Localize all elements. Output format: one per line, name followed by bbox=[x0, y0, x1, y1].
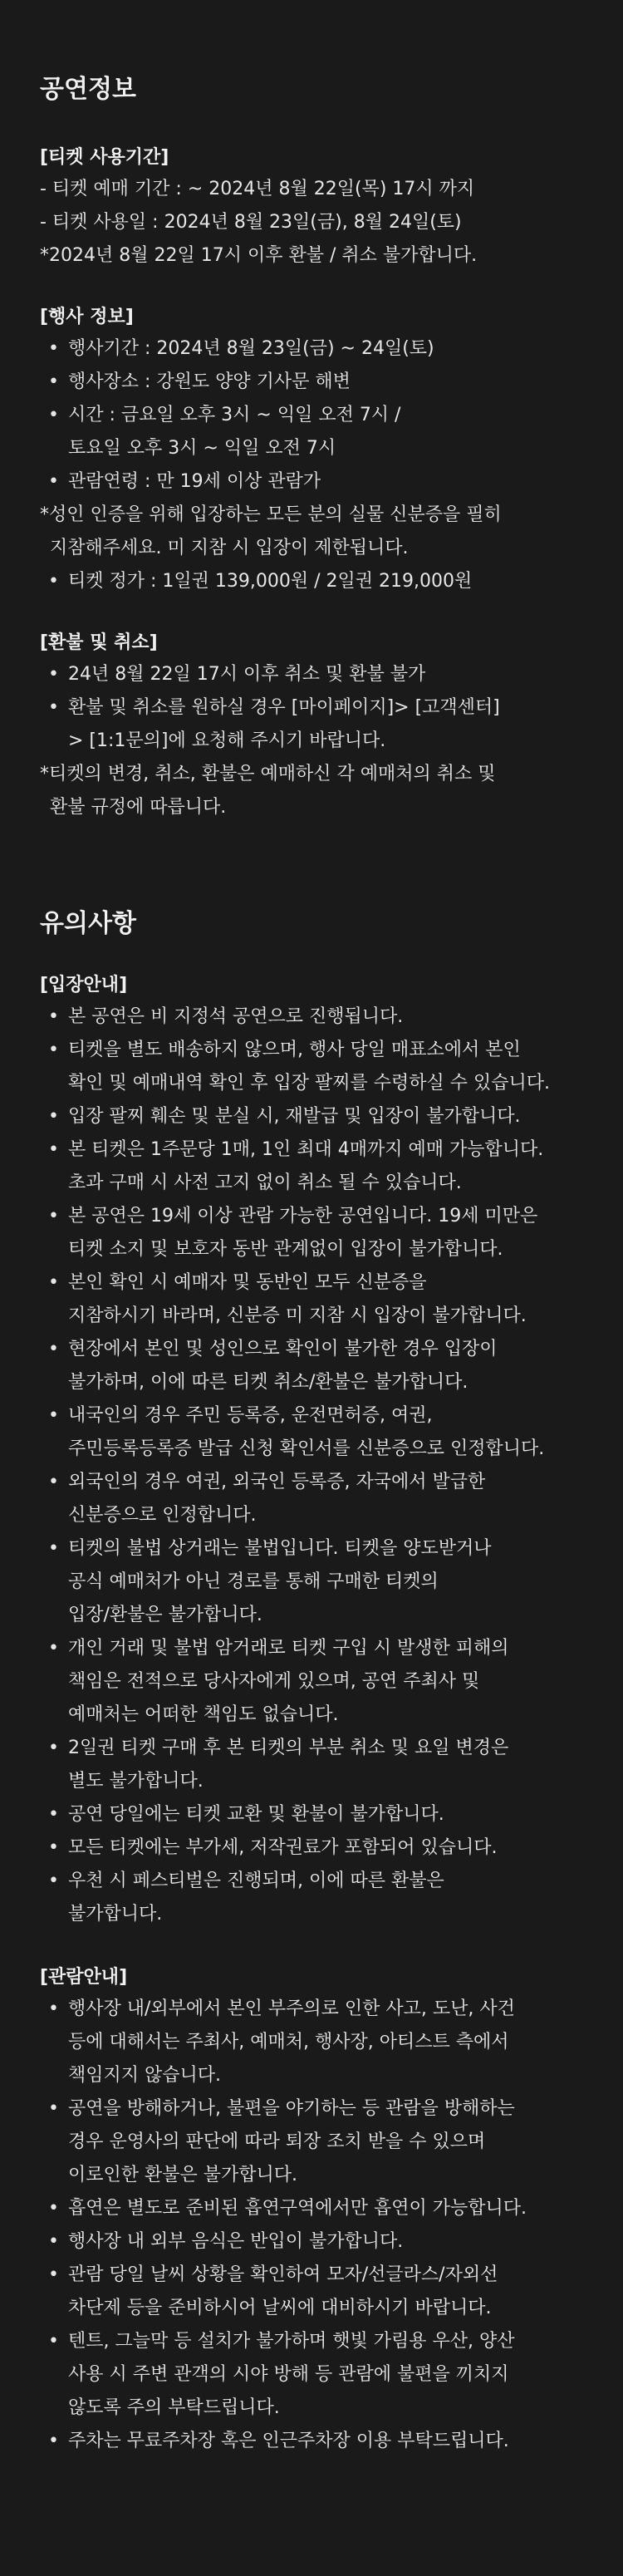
list-item-line: • 24년 8월 22일 17시 이후 취소 및 환불 불가 bbox=[68, 664, 426, 685]
heading-event-info: [행사 정보] bbox=[40, 307, 134, 327]
list-item-line: 지참하시기 바라며, 신분증 미 지참 시 입장이 불가합니다. bbox=[68, 1305, 527, 1326]
list-item-line: • 환불 및 취소를 원하실 경우 [마이페이지]> [고객센터] bbox=[68, 697, 500, 718]
section-title-notices: 유의사항 bbox=[40, 909, 136, 938]
list-item-line: 주민등록등록증 발급 신청 확인서를 신분증으로 인정합니다. bbox=[68, 1438, 545, 1459]
list-item bbox=[40, 658, 583, 691]
heading-entry-guide: [입장안내] bbox=[40, 975, 128, 995]
heading-viewing-guide: [관람안내] bbox=[40, 1967, 128, 1988]
list-item bbox=[40, 2259, 583, 2325]
list-item-line: • 관람 당일 날씨 상황을 확인하여 모자/선글라스/자외선 bbox=[68, 2264, 498, 2285]
list-item-line: 불가합니다. bbox=[68, 1904, 163, 1925]
list-item-line: • 외국인의 경우 여권, 외국인 등록증, 자국에서 발급한 bbox=[68, 1472, 486, 1492]
list-item bbox=[40, 399, 583, 465]
list-item bbox=[40, 1798, 583, 1831]
list-item bbox=[40, 1000, 583, 1034]
list-item bbox=[40, 1266, 583, 1333]
event-info-list bbox=[40, 332, 583, 499]
list-item-line: • 현장에서 본인 및 성인으로 확인이 불가한 경우 입장이 bbox=[68, 1339, 498, 1359]
list-item-line: • 개인 거래 및 불법 암거래로 티켓 구입 시 발생한 피해의 bbox=[68, 1638, 509, 1659]
heading-refund: [환불 및 취소] bbox=[40, 632, 158, 653]
list-item bbox=[40, 1865, 583, 1931]
list-item bbox=[40, 1034, 583, 1100]
list-item bbox=[40, 2092, 583, 2192]
list-item-line: • 흡연은 별도로 준비된 흡연구역에서만 흡연이 가능합니다. bbox=[68, 2198, 527, 2219]
entry-guide-list bbox=[40, 1000, 583, 1931]
ticket-period-note: *2024년 8월 22일 17시 이후 환불 / 취소 불가합니다. bbox=[40, 245, 478, 266]
list-item bbox=[40, 465, 583, 499]
ticket-booking-period: - 티켓 예매 기간 : ~ 2024년 8월 22일(목) 17시 까지 bbox=[40, 179, 475, 199]
list-item-line: • 행사장 내/외부에서 본인 부주의로 인한 사고, 도난, 사건 bbox=[68, 1998, 515, 2019]
list-item-line: • 행사장 내 외부 음식은 반입이 불가합니다. bbox=[68, 2231, 404, 2252]
list-item-line: 입장/환불은 불가합니다. bbox=[68, 1605, 262, 1625]
list-item-line: • 입장 팔찌 훼손 및 분실 시, 재발급 및 입장이 불가합니다. bbox=[68, 1106, 521, 1127]
list-item-line: 경우 운영사의 판단에 따라 퇴장 조치 받을 수 있으며 bbox=[68, 2131, 486, 2152]
list-item bbox=[40, 1333, 583, 1399]
list-item-line: • 우천 시 페스티벌은 진행되며, 이에 따른 환불은 bbox=[68, 1871, 444, 1891]
list-item-line: • 시간 : 금요일 오후 3시 ~ 익일 오전 7시 / bbox=[68, 405, 401, 425]
list-item-line: • 공연을 방해하거나, 불편을 야기하는 등 관람을 방해하는 bbox=[68, 2098, 515, 2119]
list-item bbox=[40, 1200, 583, 1266]
list-item-line: • 2일권 티켓 구매 후 본 티켓의 부분 취소 및 요일 변경은 bbox=[68, 1738, 509, 1758]
viewing-guide-list bbox=[40, 1993, 583, 2458]
list-item-line: 초과 구매 시 사전 고지 없이 취소 될 수 있습니다. bbox=[68, 1172, 462, 1193]
event-id-note-line: *성인 인증을 위해 입장하는 모든 분의 실물 신분증을 필히 bbox=[40, 504, 502, 525]
list-item-line: 책임지지 않습니다. bbox=[68, 2065, 222, 2086]
list-item-line: > [1:1문의]에 요청해 주시기 바랍니다. bbox=[68, 730, 386, 751]
list-item-line: • 티켓의 불법 상거래는 불법입니다. 티켓을 양도받거나 bbox=[68, 1538, 492, 1559]
list-item-line: 등에 대해서는 주최사, 예매처, 행사장, 아티스트 측에서 bbox=[68, 2032, 509, 2052]
list-item bbox=[40, 2192, 583, 2225]
list-item bbox=[40, 1831, 583, 1865]
event-id-note-line: 지참해주세요. 미 지참 시 입장이 제한됩니다. bbox=[50, 538, 409, 558]
list-item-line: 티켓 소지 및 보호자 동반 관계없이 입장이 불가합니다. bbox=[68, 1239, 503, 1260]
list-item bbox=[40, 1466, 583, 1532]
list-item-line: • 행사기간 : 2024년 8월 23일(금) ~ 24일(토) bbox=[68, 338, 434, 359]
refund-list bbox=[40, 658, 583, 758]
list-item bbox=[40, 1993, 583, 2092]
list-item bbox=[40, 1100, 583, 1133]
list-item-line: • 본인 확인 시 예매자 및 동반인 모두 신분증을 bbox=[68, 1272, 427, 1293]
list-item bbox=[40, 1399, 583, 1466]
list-item bbox=[40, 1133, 583, 1200]
list-item bbox=[40, 2325, 583, 2425]
list-item bbox=[40, 332, 583, 366]
list-item-line: 않도록 주의 부탁드립니다. bbox=[68, 2397, 280, 2418]
list-item-line: 사용 시 주변 관객의 시야 방해 등 관람에 불편을 끼치지 bbox=[68, 2364, 509, 2385]
list-item bbox=[40, 565, 583, 598]
list-item bbox=[40, 366, 583, 399]
list-item-line: 불가하며, 이에 따른 티켓 취소/환불은 불가합니다. bbox=[68, 1372, 468, 1393]
section-title-performance-info: 공연정보 bbox=[40, 75, 136, 104]
refund-note-line: 환불 규정에 따릅니다. bbox=[50, 797, 227, 818]
list-item bbox=[40, 2425, 583, 2458]
list-item-line: • 주차는 무료주차장 혹은 인근주차장 이용 부탁드립니다. bbox=[68, 2431, 509, 2451]
heading-ticket-period: [티켓 사용기간] bbox=[40, 147, 169, 168]
list-item-line: • 본 공연은 비 지정석 공연으로 진행됩니다. bbox=[68, 1006, 404, 1027]
list-item-line: • 내국인의 경우 주민 등록증, 운전면허증, 여권, bbox=[68, 1405, 433, 1426]
list-item-line: 별도 불가합니다. bbox=[68, 1771, 204, 1792]
list-item-line: 책임은 전적으로 당사자에게 있으며, 공연 주최사 및 bbox=[68, 1671, 480, 1692]
list-item-line: 예매처는 어떠한 책임도 없습니다. bbox=[68, 1704, 339, 1725]
refund-note-line: *티켓의 변경, 취소, 환불은 예매하신 각 예매처의 취소 및 bbox=[40, 764, 496, 784]
ticket-usage-dates: - 티켓 사용일 : 2024년 8월 23일(금), 8월 24일(토) bbox=[40, 212, 462, 233]
event-price-list bbox=[40, 565, 583, 598]
list-item-line: • 텐트, 그늘막 등 설치가 불가하며 햇빛 가림용 우산, 양산 bbox=[68, 2331, 515, 2352]
list-item-line: 확인 및 예매내역 확인 후 입장 팔찌를 수령하실 수 있습니다. bbox=[68, 1073, 550, 1094]
list-item-line: • 모든 티켓에는 부가세, 저작권료가 포함되어 있습니다. bbox=[68, 1837, 498, 1858]
list-item-line: • 행사장소 : 강원도 양양 기사문 해변 bbox=[68, 371, 351, 392]
list-item bbox=[40, 1532, 583, 1632]
list-item-line: • 티켓을 별도 배송하지 않으며, 행사 당일 매표소에서 본인 bbox=[68, 1040, 521, 1060]
list-item-line: 토요일 오후 3시 ~ 익일 오전 7시 bbox=[68, 438, 336, 459]
list-item-line: 이로인한 환불은 불가합니다. bbox=[68, 2165, 298, 2185]
list-item-line: 공식 예매처가 아닌 경로를 통해 구매한 티켓의 bbox=[68, 1571, 439, 1592]
list-item-line: 차단제 등을 준비하시어 날씨에 대비하시기 바랍니다. bbox=[68, 2298, 492, 2318]
list-item bbox=[40, 2225, 583, 2259]
list-item-line: • 티켓 정가 : 1일권 139,000원 / 2일권 219,000원 bbox=[68, 571, 473, 592]
list-item bbox=[40, 1632, 583, 1732]
list-item bbox=[40, 1732, 583, 1798]
list-item-line: • 관람연령 : 만 19세 이상 관람가 bbox=[68, 471, 321, 492]
list-item-line: • 공연 당일에는 티켓 교환 및 환불이 불가합니다. bbox=[68, 1804, 444, 1825]
refund-note bbox=[40, 758, 583, 824]
list-item-line: • 본 티켓은 1주문당 1매, 1인 최대 4매까지 예매 가능합니다. bbox=[68, 1139, 544, 1160]
list-item bbox=[40, 691, 583, 758]
event-id-note bbox=[40, 499, 583, 565]
list-item-line: • 본 공연은 19세 이상 관람 가능한 공연입니다. 19세 미만은 bbox=[68, 1206, 538, 1227]
list-item-line: 신분증으로 인정합니다. bbox=[68, 1505, 257, 1526]
